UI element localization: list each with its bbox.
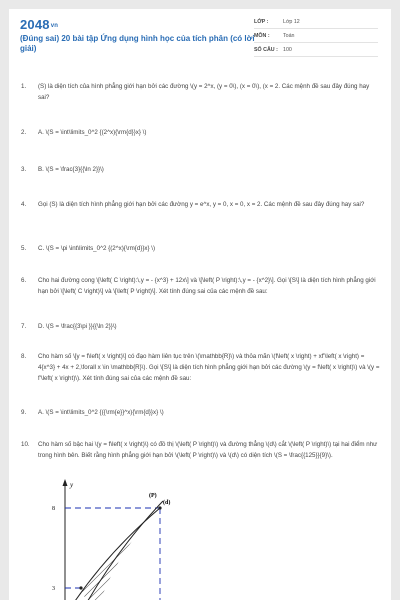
logo-text: 2048 xyxy=(20,17,50,32)
document-header xyxy=(9,9,391,71)
meta-row-grade xyxy=(254,15,378,29)
shaded-region xyxy=(81,508,160,600)
meta-value: 100 xyxy=(283,46,292,53)
question-text: Cho hàm số bậc hai \(y = f\left( x \right)\) có đồ thị \(\left( P \right)\) và đường thẳng \(d\) cắt \(\left( P \right)\) tại hai điểm như trong hình bên. Biết rằng hình phẳng giới hạn bởi \(\left( P \right)\) và \(d\) có diện tích \(S = \frac{{125}}{9}\). xyxy=(38,441,378,459)
question-text: B. \(S = \frac{3}{{\ln 2}}\) xyxy=(38,166,104,173)
question-text: Gọi (S) là diện tích hình phẳng giới hạn bởi các đường y = e^x, y = 0, x = 0, x = 2. Các mệnh đề sau đây đúng hay sai? xyxy=(38,201,365,208)
document-page xyxy=(9,9,391,600)
question-text: Cho hàm số \[y = f\left( x \right)\] có đạo hàm liên tục trên \(\mathbb{R}\) và thỏa mãn \(f\left( x \right) + xf'\left( x \right) = 4{x^3} + 4x + 2,\forall x \in \mathbb{R}\). Gọi \[S\] là diện tích hình phẳng giới hạn bởi các đường \(y = f\left( x \right)\) và \(y = f'\left( x \right)\). Xét tính đúng sai của các mệnh đề sau: xyxy=(38,353,380,382)
y-axis-arrow xyxy=(63,479,68,486)
y-axis-label: y xyxy=(70,481,74,489)
question-text: A. \(S = \int\limits_0^2 {(2^x){\rm{d}}x} \) xyxy=(38,129,147,136)
logo-suffix: vn xyxy=(50,22,59,29)
question-text: C. \(S = \pi \int\limits_0^2 {(2^x){\rm{d}}x} \) xyxy=(38,245,156,252)
question-number: 5. xyxy=(21,245,27,252)
meta-value: Toán xyxy=(283,32,295,39)
question-text: (S) là diện tích của hình phẳng giới hạn bởi các đường \(y = 2^x, (y = 0\), (x = 0\), (x = 2. Các mệnh đề sau đây đúng hay sai? xyxy=(38,83,370,101)
page-title: (Đúng sai) 20 bài tập Ứng dụng hình học của tích phân (có lời giải) xyxy=(20,34,255,53)
meta-label: MÔN : xyxy=(254,32,270,39)
meta-label: SỐ CÂU : xyxy=(254,46,278,53)
intersection-point xyxy=(79,586,82,589)
question-number: 9. xyxy=(21,409,27,416)
tick-label-3: 3 xyxy=(52,586,55,592)
parabola-line-figure xyxy=(39,479,189,600)
question-number: 3. xyxy=(21,166,27,173)
question-number: 2. xyxy=(21,129,27,136)
question-text: Cho hai đường cong \[\left( C \right):\,y = - {x^3} + 12x\] và \[\left( P \right):\,y = - {x^2}\]. Gọi \[S\] là diện tích hình phẳng giới hạn bởi \[\left( C \right)\] và \[\left( P \right)\]. Xét tính đúng sai của các mệnh đề sau: xyxy=(38,277,376,295)
meta-row-subject xyxy=(254,29,378,43)
question-number: 1. xyxy=(21,83,27,90)
meta-value: Lớp 12 xyxy=(283,18,300,25)
question-number: 7. xyxy=(21,323,27,330)
label-d: (d) xyxy=(163,500,171,506)
question-number: 4. xyxy=(21,201,27,208)
site-logo[interactable] xyxy=(20,17,58,32)
label-p: (P) xyxy=(149,493,157,499)
question-number: 6. xyxy=(21,277,27,284)
meta-label: LỚP : xyxy=(254,18,269,25)
question-number: 8. xyxy=(21,353,27,360)
tick-label-8: 8 xyxy=(52,506,55,512)
question-number: 10. xyxy=(21,441,30,448)
question-text: A. \(S = \int\limits_0^2 {({\rm{e}}^x){\rm{d}}x} \) xyxy=(38,409,164,416)
question-text: D. \(S = \frac{{3\pi }}{{\ln 2}}\) xyxy=(38,323,117,330)
meta-row-count xyxy=(254,43,378,57)
intersection-point xyxy=(158,506,161,509)
meta-table xyxy=(254,15,378,57)
